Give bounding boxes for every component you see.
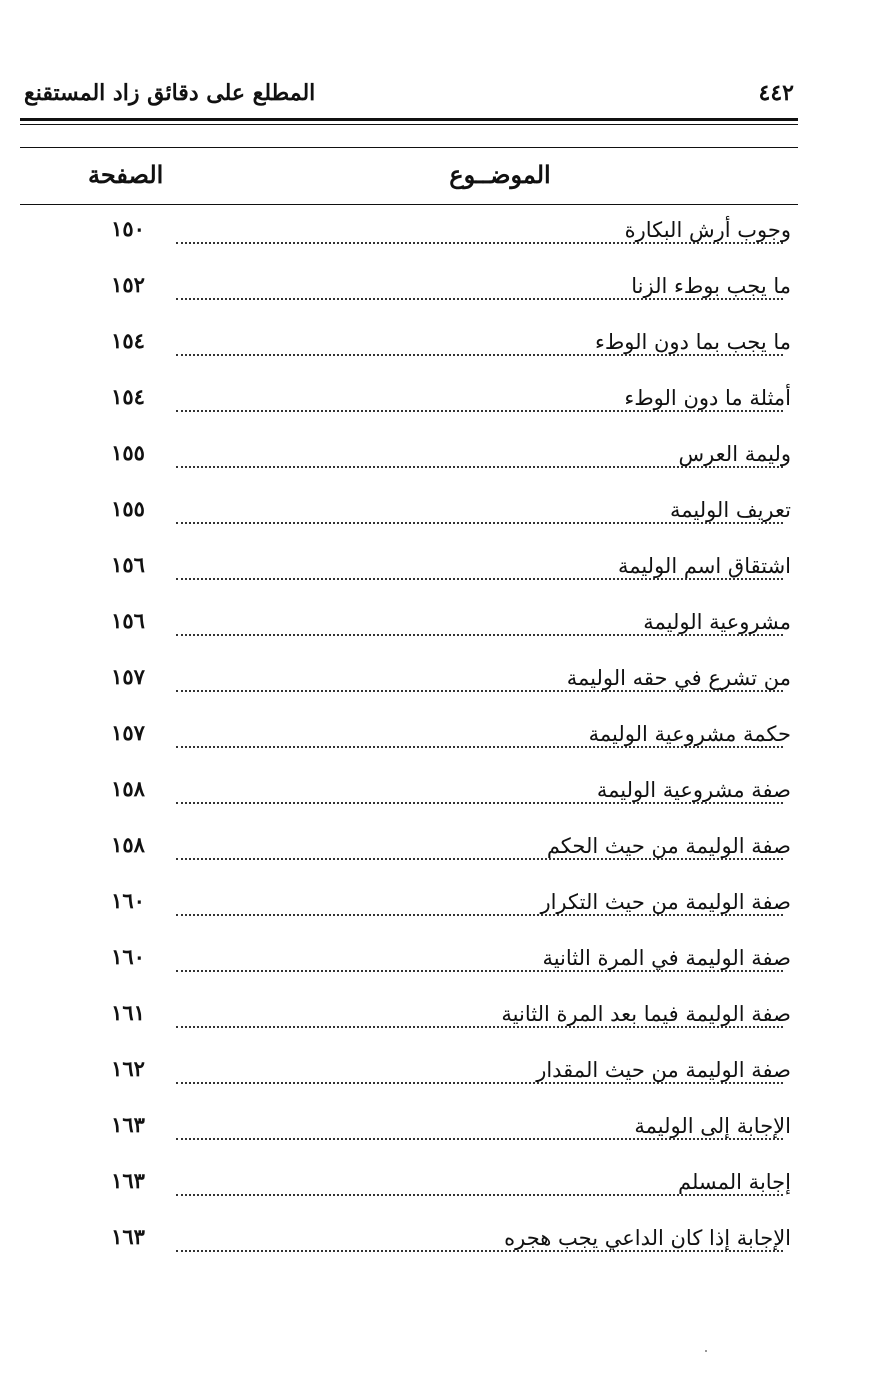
toc-entry-title: صفة الوليمة من حيث الحكم bbox=[539, 834, 791, 858]
dot-leader bbox=[176, 802, 783, 804]
column-header-page: الصفحة bbox=[88, 160, 164, 189]
toc-entry-page: ١٥٦ bbox=[111, 552, 145, 577]
toc-entry-page: ١٥٠ bbox=[111, 216, 145, 241]
toc-entry-page: ١٥٥ bbox=[111, 440, 145, 465]
toc-entry-title: إجابة المسلم bbox=[670, 1170, 791, 1194]
toc-entry bbox=[0, 1162, 879, 1212]
toc-entry bbox=[0, 658, 879, 708]
toc-entry bbox=[0, 378, 879, 428]
toc-entry bbox=[0, 882, 879, 932]
column-header-rule bbox=[20, 204, 798, 205]
toc-entry-title: صفة الوليمة من حيث المقدار bbox=[528, 1058, 791, 1082]
running-header bbox=[24, 78, 794, 114]
header-rule-thick bbox=[20, 118, 798, 121]
dot-leader bbox=[176, 858, 783, 860]
header-page-number: ٤٤٢ bbox=[758, 80, 794, 106]
toc-entry bbox=[0, 1050, 879, 1100]
toc-entry-page: ١٦٢ bbox=[111, 1056, 145, 1081]
dot-leader bbox=[176, 410, 783, 412]
dot-leader bbox=[176, 746, 783, 748]
toc-entry-page: ١٦٣ bbox=[111, 1112, 145, 1137]
toc-entry-page: ١٦٣ bbox=[111, 1224, 145, 1249]
toc-entry bbox=[0, 546, 879, 596]
toc-entry-title: صفة الوليمة في المرة الثانية bbox=[534, 946, 791, 970]
dot-leader bbox=[176, 970, 783, 972]
toc-entry-title: صفة الوليمة من حيث التكرار bbox=[532, 890, 791, 914]
toc-entry-title: ما يجب بوطء الزنا bbox=[623, 274, 791, 298]
dot-leader bbox=[176, 578, 783, 580]
toc-entry-title: صفة الوليمة فيما بعد المرة الثانية bbox=[493, 1002, 791, 1026]
dot-leader bbox=[176, 1250, 783, 1252]
dot-leader bbox=[176, 634, 783, 636]
toc-entry-title: وليمة العرس bbox=[670, 442, 791, 466]
toc-entry-page: ١٥٧ bbox=[111, 720, 145, 745]
toc-entry bbox=[0, 266, 879, 316]
toc-entry bbox=[0, 434, 879, 484]
dot-leader bbox=[176, 1026, 783, 1028]
toc-entry-title: من تشرع في حقه الوليمة bbox=[559, 666, 791, 690]
toc-entry-page: ١٦٣ bbox=[111, 1168, 145, 1193]
dot-leader bbox=[176, 466, 783, 468]
toc-entry-page: ١٥٢ bbox=[111, 272, 145, 297]
dot-leader bbox=[176, 298, 783, 300]
toc-entry bbox=[0, 490, 879, 540]
toc-entry-page: ١٥٨ bbox=[111, 832, 145, 857]
toc-entry-title: الإجابة إلى الوليمة bbox=[626, 1114, 791, 1138]
toc-entry-page: ١٦١ bbox=[111, 1000, 145, 1025]
scan-speck bbox=[705, 1350, 707, 1352]
dot-leader bbox=[176, 1194, 783, 1196]
toc-entry-title: اشتقاق اسم الوليمة bbox=[610, 554, 791, 578]
toc-entry-page: ١٥٧ bbox=[111, 664, 145, 689]
column-header-topic: الموضــوع bbox=[449, 160, 551, 189]
toc-entry bbox=[0, 602, 879, 652]
toc-entry bbox=[0, 1106, 879, 1156]
toc-entry-page: ١٥٤ bbox=[111, 384, 145, 409]
toc-entry bbox=[0, 770, 879, 820]
toc-entry-page: ١٦٠ bbox=[111, 888, 145, 913]
toc-entry-title: ما يجب بما دون الوطء bbox=[587, 330, 791, 354]
toc-entry-title: صفة مشروعية الوليمة bbox=[589, 778, 791, 802]
toc-entry-title: وجوب أرش البكارة bbox=[617, 218, 791, 242]
dot-leader bbox=[176, 522, 783, 524]
toc-entry-page: ١٦٠ bbox=[111, 944, 145, 969]
dot-leader bbox=[176, 1082, 783, 1084]
header-book-title: المطلع على دقائق زاد المستقنع bbox=[24, 80, 316, 106]
toc-entry bbox=[0, 938, 879, 988]
toc-entry bbox=[0, 322, 879, 372]
header-rule-thin bbox=[20, 124, 798, 125]
toc-entry bbox=[0, 714, 879, 764]
toc-entry bbox=[0, 210, 879, 260]
dot-leader bbox=[176, 914, 783, 916]
dot-leader bbox=[176, 1138, 783, 1140]
toc-entry-title: حكمة مشروعية الوليمة bbox=[581, 722, 791, 746]
toc-entry-page: ١٥٤ bbox=[111, 328, 145, 353]
dot-leader bbox=[176, 690, 783, 692]
table-top-rule bbox=[20, 147, 798, 148]
dot-leader bbox=[176, 354, 783, 356]
toc-entry-page: ١٥٨ bbox=[111, 776, 145, 801]
toc-entry-title: مشروعية الوليمة bbox=[635, 610, 791, 634]
toc-entry-page: ١٥٥ bbox=[111, 496, 145, 521]
toc-entry bbox=[0, 826, 879, 876]
toc-entry-page: ١٥٦ bbox=[111, 608, 145, 633]
dot-leader bbox=[176, 242, 783, 244]
toc-entry bbox=[0, 994, 879, 1044]
toc-entry bbox=[0, 1218, 879, 1268]
toc-entry-title: أمثلة ما دون الوطء bbox=[616, 386, 791, 410]
toc-entry-title: الإجابة إذا كان الداعي يجب هجره bbox=[496, 1226, 791, 1250]
toc-entry-title: تعريف الوليمة bbox=[662, 498, 791, 522]
